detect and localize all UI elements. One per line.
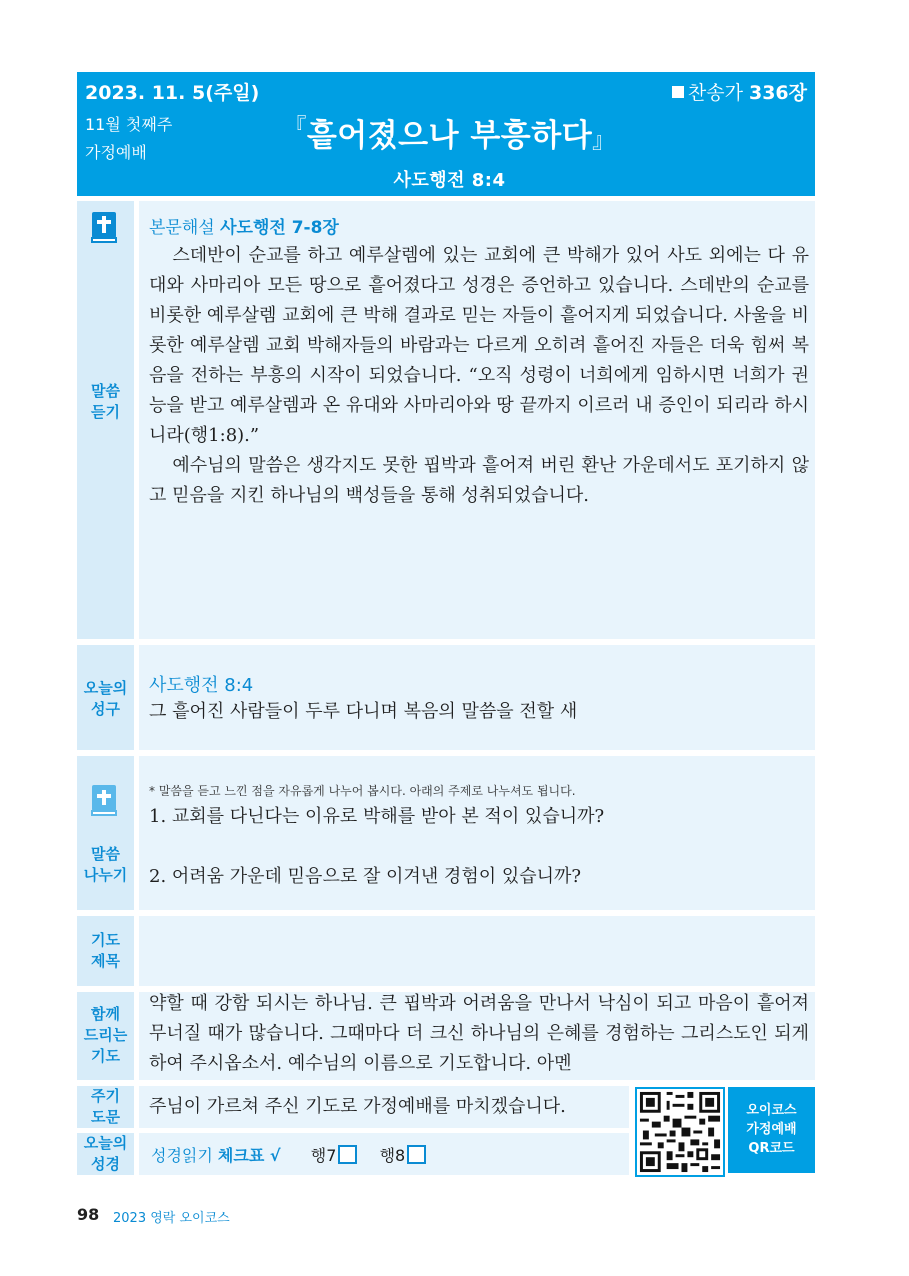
checklist-item-1-checkbox[interactable] (338, 1145, 357, 1164)
bible-reading-label-cell (77, 1133, 134, 1175)
title-open-bracket: 『 (284, 115, 307, 140)
lords-prayer-content (139, 1086, 629, 1128)
bible-reading-label-2: 성경 (91, 1155, 120, 1173)
sharing-label-2: 나누기 (83, 866, 128, 884)
square-bullet-icon (672, 86, 684, 98)
joint-prayer-label-cell (77, 992, 134, 1080)
qr-caption-line-2: 가정예배 (746, 1122, 797, 1137)
hymn-label: 찬송가 (687, 82, 743, 104)
checklist-item-2-checkbox[interactable] (407, 1145, 426, 1164)
checklist-item-2-label: 행8 (379, 1146, 406, 1165)
bible-reading-checklist (151, 1143, 426, 1166)
sharing-note: * 말씀을 듣고 느낀 점을 자유롭게 나누어 봅시다. 아래의 주제로 나누셔도 됩니다. (149, 784, 576, 798)
title-close-bracket: 』 (592, 129, 615, 154)
prayer-topic-label-cell (77, 916, 134, 986)
word-hearing-label-1: 말씀 (91, 382, 120, 400)
word-hearing-content (139, 201, 815, 639)
bible-icon (91, 211, 119, 243)
header-banner (77, 72, 815, 196)
publication-name: 2023 영락 오이코스 (113, 1211, 230, 1226)
joint-prayer-label-3: 기도 (91, 1047, 120, 1065)
commentary-reference: 사도행전 7-8장 (220, 218, 339, 238)
lords-prayer-label-1: 주기 (91, 1087, 120, 1105)
joint-prayer-content (139, 992, 815, 1080)
commentary-paragraph-2: 예수님의 말씀은 생각지도 못한 핍박과 흩어져 버린 환난 가운데서도 포기하지 않고 믿음을 지킨 하나님의 백성들을 통해 성취되었습니다. (149, 455, 809, 506)
service-label: 가정예배 (85, 143, 147, 162)
todays-verse-label-cell (77, 645, 134, 750)
joint-prayer-label-1: 함께 (91, 1005, 120, 1023)
joint-prayer-label-2: 드리는 (83, 1026, 128, 1044)
prayer-topic-content (139, 916, 815, 986)
service-date: 2023. 11. 5(주일) (85, 82, 260, 104)
bible-reading-content (139, 1133, 629, 1175)
lords-prayer-label-2: 도문 (91, 1108, 120, 1126)
qr-code-icon (637, 1089, 723, 1175)
checklist-title: 체크표 √ (217, 1146, 281, 1165)
sharing-content (139, 756, 815, 910)
hymn-info (672, 78, 807, 105)
todays-verse-label-1: 오늘의 (83, 679, 128, 697)
sharing-question-2: 2. 어려움 가운데 믿음으로 잘 이겨낸 경험이 있습니까? (149, 866, 582, 887)
todays-verse-label-2: 성구 (91, 700, 120, 718)
week-label: 11월 첫째주 (85, 115, 173, 134)
lords-prayer-label-cell (77, 1086, 134, 1128)
commentary-kicker (149, 213, 339, 238)
todays-verse-content (139, 645, 815, 750)
sharing-label-cell (77, 756, 134, 910)
title-text: 흩어졌으나 부흥하다 (306, 118, 593, 154)
joint-prayer-text: 약할 때 강함 되시는 하나님. 큰 핍박과 어려움을 만나서 낙심이 되고 마음이 흩어져 무너질 때가 많습니다. 그때마다 더 크신 하나님의 은혜를 경험하는 그리스도인 되게 하여 주시옵소서. 예수님의 이름으로 기도합니다. 아멘 (149, 993, 809, 1074)
commentary-body (149, 241, 809, 511)
qr-caption-line-1: 오이코스 (746, 1103, 797, 1118)
qr-caption-line-3: QR코드 (748, 1141, 795, 1156)
page-number: 98 (77, 1205, 100, 1224)
prayer-topic-label-2: 제목 (91, 952, 120, 970)
commentary-label: 본문해설 (149, 218, 215, 238)
prayer-topic-label-1: 기도 (91, 931, 120, 949)
sharing-label-1: 말씀 (91, 845, 120, 863)
todays-verse-text: 그 흩어진 사람들이 두루 다니며 복음의 말씀을 전할 새 (149, 701, 578, 722)
word-hearing-label-2: 듣기 (91, 403, 120, 421)
qr-code[interactable] (635, 1087, 725, 1177)
title-verse: 사도행전 8:4 (393, 170, 506, 191)
qr-caption (728, 1087, 815, 1173)
word-hearing-label-cell (77, 201, 134, 639)
sermon-title (277, 110, 622, 155)
bible-reading-label-1: 오늘의 (83, 1134, 128, 1152)
hymn-number: 336장 (748, 82, 807, 104)
lords-prayer-text: 주님이 가르쳐 주신 기도로 가정예배를 마치겠습니다. (149, 1096, 566, 1117)
checklist-label: 성경읽기 (151, 1146, 213, 1165)
sharing-question-1: 1. 교회를 다닌다는 이유로 박해를 받아 본 적이 있습니까? (149, 806, 605, 827)
checklist-item-1-label: 행7 (310, 1146, 337, 1165)
commentary-paragraph-1: 스데반이 순교를 하고 예루살렘에 있는 교회에 큰 박해가 있어 사도 외에는 다 유대와 사마리아 모든 땅으로 흩어졌다고 성경은 증언하고 있습니다. 스데반의 순교를 비롯한 예루살렘 교회에 큰 박해 결과로 믿는 자들이 흩어지게 되었습니다. 사울을 비롯한 예루살렘 교회 박해자들의 바람과는 다르게 오히려 흩어진 자들은 더욱 힘써 복음을 전하는 부흥의 시작이 되었습니다. “오직 성령이 너희에게 임하시면 너희가 권능을 받고 예루살렘과 온 유대와 사마리아와 땅 끝까지 이르러 내 증인이 되리라 하시니라(행1:8).” (149, 245, 809, 446)
bible-book-icon (91, 784, 119, 816)
todays-verse-reference: 사도행전 8:4 (149, 675, 254, 696)
